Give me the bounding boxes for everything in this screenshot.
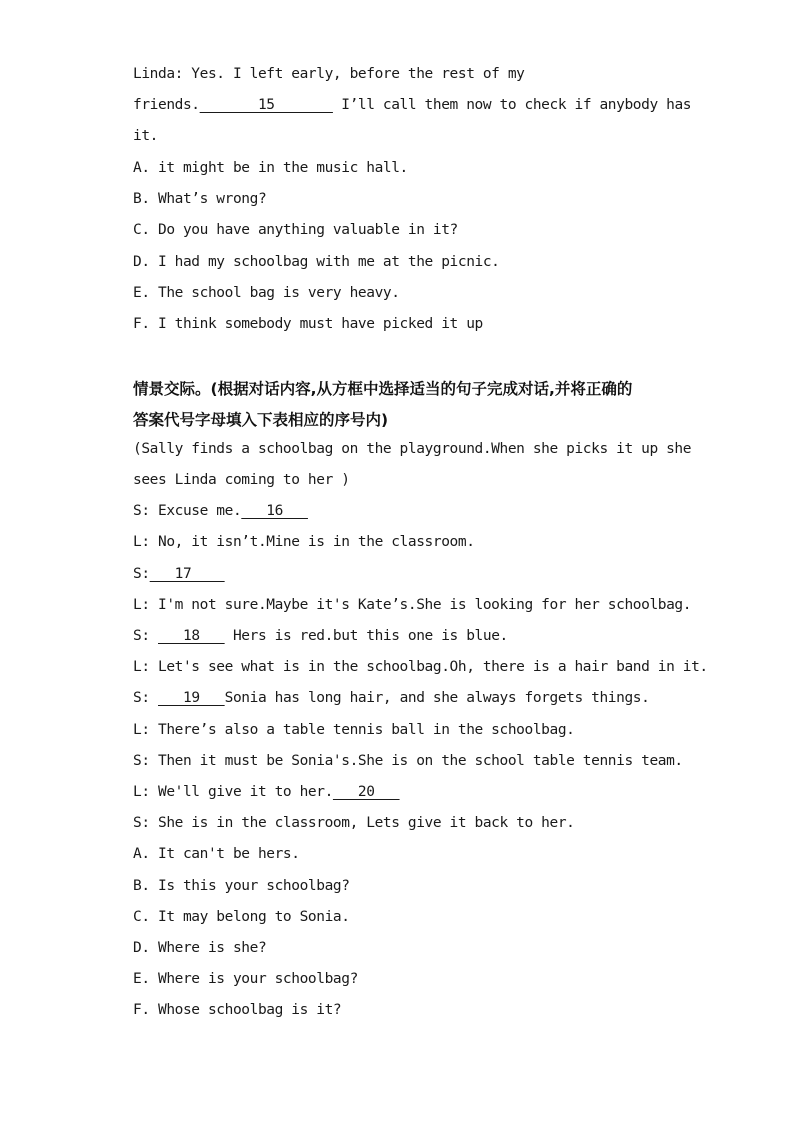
line-text: Hers is red.but this one is blue. [224, 628, 508, 644]
context-line: sees Linda coming to her ) [133, 472, 350, 488]
dialog-line-16 [133, 503, 308, 519]
option-b: B. What’s wrong? [133, 191, 267, 207]
line-text: S: [133, 690, 158, 706]
dialog-line: S: She is in the classroom, Lets give it back to her. [133, 815, 575, 831]
dialog-line: L: I'm not sure.Maybe it's Kate’s.She is looking for her schoolbag. [133, 597, 692, 613]
dialog-line: L: No, it isn’t.Mine is in the classroom. [133, 534, 475, 550]
option-b: B. Is this your schoolbag? [133, 878, 350, 894]
dialog-line-blank-15 [133, 97, 691, 113]
line-text: friends. [133, 97, 200, 113]
section-heading: 情景交际。(根据对话内容,从方框中选择适当的句子完成对话,并将正确的 [133, 380, 633, 398]
dialog-line-20 [133, 784, 400, 800]
option-d: D. Where is she? [133, 940, 267, 956]
dialog-line-17 [133, 566, 225, 582]
answer-blank-15[interactable]: 15 [199, 97, 333, 113]
dialog-line: L: Let's see what is in the schoolbag.Oh, there is a hair band in it. [133, 659, 708, 675]
line-text: S: [133, 628, 158, 644]
dialog-line-continuation: it. [133, 128, 158, 144]
dialog-line: L: There’s also a table tennis ball in the schoolbag. [133, 722, 575, 738]
line-text: Sonia has long hair, and she always forgets things. [224, 690, 650, 706]
answer-blank-19[interactable]: 19 [158, 690, 225, 706]
dialog-line: S: Then it must be Sonia's.She is on the school table tennis team. [133, 753, 683, 769]
option-e: E. The school bag is very heavy. [133, 285, 400, 301]
option-f: F. I think somebody must have picked it up [133, 316, 483, 332]
line-text: I’ll call them now to check if anybody has [332, 97, 692, 113]
line-text: S: [133, 566, 150, 582]
answer-blank-20[interactable]: 20 [332, 784, 400, 800]
option-a: A. It can't be hers. [133, 846, 300, 862]
option-f: F. Whose schoolbag is it? [133, 1002, 342, 1018]
answer-blank-17[interactable]: 17 [149, 566, 225, 582]
answer-blank-16[interactable]: 16 [241, 503, 308, 519]
section-heading-continued: 答案代号字母填入下表相应的序号内) [133, 411, 389, 429]
option-c: C. Do you have anything valuable in it? [133, 222, 458, 238]
answer-blank-18[interactable]: 18 [158, 628, 225, 644]
line-text: S: Excuse me. [133, 503, 242, 519]
dialog-line-19 [133, 690, 649, 706]
option-c: C. It may belong to Sonia. [133, 909, 350, 925]
option-a: A. it might be in the music hall. [133, 160, 408, 176]
dialog-line-linda: Linda: Yes. I left early, before the rest of my [133, 66, 525, 82]
line-text: L: We'll give it to her. [133, 784, 333, 800]
context-line: (Sally finds a schoolbag on the playground.When she picks it up she [133, 441, 692, 457]
option-e: E. Where is your schoolbag? [133, 971, 358, 987]
option-d: D. I had my schoolbag with me at the picnic. [133, 254, 500, 270]
dialog-line-18 [133, 628, 508, 644]
